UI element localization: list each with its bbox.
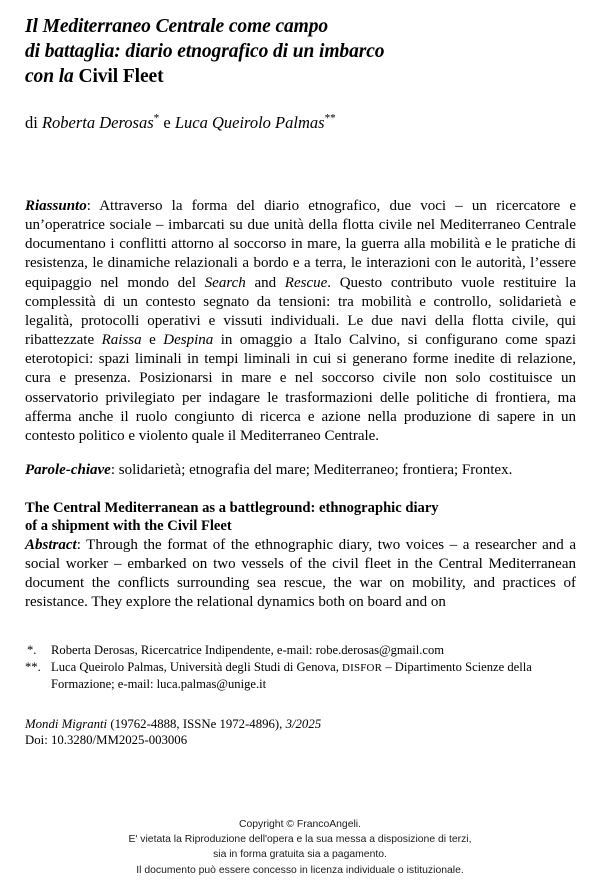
abstract-english-block <box>25 499 576 612</box>
page-content <box>25 14 576 749</box>
title-line-3: con la <box>25 66 79 87</box>
footnote-2-text <box>51 659 576 693</box>
abstract-english-label: Abstract <box>25 536 77 553</box>
abstract-italian-part-1: Attraverso la forma del diario etnografico, due voci – un ricercatore e un’operatrice sociale – imbarcati su due unità della flotta civile nel Mediterraneo Centrale documentano i conflitti attorno al soccorso in mare, la guerra alla mobilità e le pratiche di resistenza, le dinamiche relazionali a bordo e a terra, le interazioni con le autorità, l’essere equipaggio nel mondo del <box>25 198 576 291</box>
abstract-italian <box>25 197 576 446</box>
abstract-italian-emphasis-raissa: Raissa <box>101 332 142 349</box>
journal-name: Mondi Migranti <box>25 717 108 731</box>
footnotes <box>25 642 576 693</box>
abstract-english-title <box>25 499 576 535</box>
abstract-italian-part-2: and <box>245 274 285 291</box>
copyright-footer <box>0 817 600 878</box>
author-1-footnote-marker: * <box>153 112 160 125</box>
journal-issue: 3/2025 <box>285 717 322 731</box>
abstract-english-title-line-1: The Central Mediterranean as a battleground: ethnographic diary <box>25 500 439 517</box>
journal-issn: (19762-4888, ISSNe 1972-4896), <box>107 717 286 731</box>
abstract-italian-part-4: e <box>141 332 164 349</box>
author-name-1: Roberta Derosas <box>41 113 154 132</box>
abstract-italian-emphasis-rescue: Rescue <box>284 274 328 291</box>
abstract-italian-part-3: . Questo contributo vuole restituire la complessità di un contesto segnato da tensioni: tra mobilità e controllo, solidarietà e legalità, protocolli operativi e vissuti individuali. Le due navi della flotta civile, qui ribattezzate <box>25 274 576 349</box>
abstract-italian-emphasis-despina: Despina <box>163 332 214 349</box>
keywords-italian-label: Parole-chiave <box>25 462 111 479</box>
keywords-italian-separator: : <box>110 462 119 479</box>
footnote-item <box>25 659 576 693</box>
abstract-italian-label: Riassunto <box>25 198 87 214</box>
abstract-italian-emphasis-search: Search <box>204 274 246 291</box>
abstract-italian-part-5: in omaggio a Italo Calvino, si configurano come spazi eterotopici: spazi liminali in tempi liminali in cui si generano forme inedite di relazione, cura e presenza. Posizionarsi in mare e nel soccorso civile non solo costituisce un osservatorio privilegiato per indagare le trasformazioni delle politiche di frontiera, ma afferma anche il ruolo congiunto di ricerca e azione nella produzione di sapere in un contesto politico e violento quale il Mediterraneo Centrale. <box>25 332 576 444</box>
copyright-line-2: E' vietata la Riproduzione dell'opera e la sua messa a disposizione di terzi, <box>128 834 472 846</box>
footnote-2-text-before: Luca Queirolo Palmas, Università degli Studi di Genova, <box>51 659 342 674</box>
abstract-english-label-separator: : <box>76 536 87 553</box>
title-line-1: Il Mediterraneo Centrale come campo <box>25 16 329 37</box>
author-name-2: Luca Queirolo Palmas <box>174 113 325 132</box>
footnote-2-department-acronym: DISFOR <box>342 661 383 674</box>
title-journal-name: Civil Fleet <box>78 66 164 87</box>
abstract-italian-label-separator: : <box>86 198 100 214</box>
abstract-english <box>25 536 576 613</box>
journal-citation-line <box>25 716 576 732</box>
copyright-line-1: Copyright © FrancoAngeli. <box>238 819 361 830</box>
footnote-1-marker: *. <box>27 643 37 658</box>
journal-doi: Doi: 10.3280/MM2025-003006 <box>25 733 188 748</box>
abstract-english-title-line-2: of a shipment with the Civil Fleet <box>25 518 232 535</box>
keywords-italian-value: solidarietà; etnografia del mare; Mediterraneo; frontiera; Frontex. <box>118 462 513 479</box>
footnote-2-text-after: – Dipartimento Scienze della Formazione; e-mail: luca.palmas@unige.it <box>51 659 532 692</box>
footnote-2-marker: **. <box>25 659 41 674</box>
byline-conjunction: e <box>159 113 175 132</box>
footnote-item <box>25 642 576 659</box>
journal-reference <box>25 716 576 749</box>
footnote-1-text: Roberta Derosas, Ricercatrice Indipendente, e-mail: robe.derosas@gmail.com <box>51 643 445 658</box>
abstract-english-text: Through the format of the ethnographic diary, two voices – a researcher and a social worker – embarked on two vessels of the civil fleet in the Central Mediterranean document the conflicts surrounding sea rescue, the war on mobility, and practices of resistance. They explore the relational dynamics both on board and on <box>25 536 577 611</box>
copyright-line-4: Il documento può essere concesso in licenza individuale o istituzionale. <box>136 864 464 876</box>
byline-prefix: di <box>25 113 42 132</box>
title-line-2: di battaglia: diario etnografico di un imbarco <box>25 41 385 62</box>
copyright-line-3: sia in forma gratuita sia a pagamento. <box>213 849 387 861</box>
keywords-italian <box>25 461 576 480</box>
author-2-footnote-marker: ** <box>324 112 336 125</box>
author-byline <box>25 112 576 133</box>
page-title <box>25 14 576 89</box>
